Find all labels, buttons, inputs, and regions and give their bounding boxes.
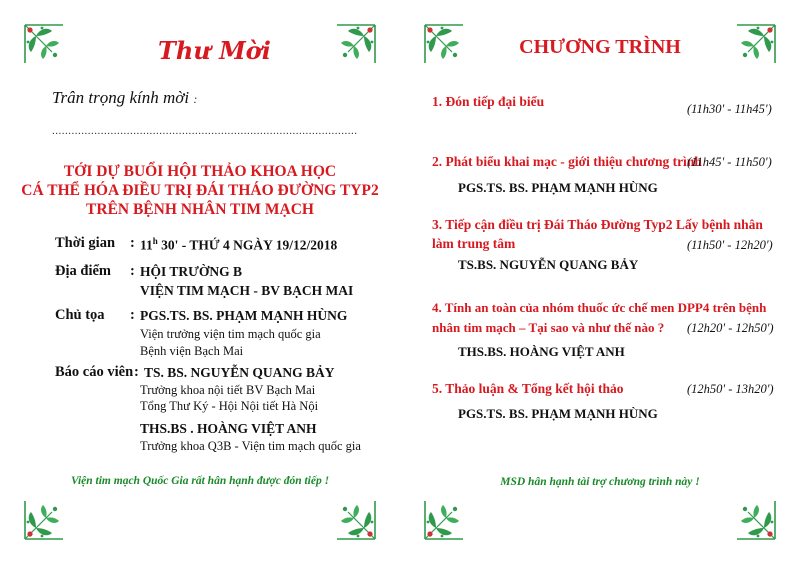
- guest-name-line: ..............................................................................................: [52, 125, 358, 137]
- program-item-speaker: THS.BS. HOÀNG VIỆT ANH: [458, 344, 625, 359]
- corner-ornament-icon: [334, 498, 378, 542]
- corner-ornament-icon: [734, 498, 778, 542]
- sponsor-footer: MSD hân hạnh tài trợ chương trình này !: [500, 476, 700, 488]
- speaker-1-role: Trưởng khoa nội tiết BV Bạch Mai: [140, 383, 316, 397]
- program-item: 3. Tiếp cận điều trị Đái Tháo Đường Typ2 Lấy bệnh nhân: [432, 217, 763, 232]
- program-item: 5. Thảo luận & Tổng kết hội thảo: [432, 381, 624, 396]
- time-label: Thời gian: [55, 235, 116, 251]
- speaker-2-name: THS.BS . HOÀNG VIỆT ANH: [140, 421, 317, 436]
- program-item: 2. Phát biểu khai mạc - giới thiệu chương trình: [432, 154, 702, 169]
- program-item-time: (12h50' - 13h20'): [687, 382, 774, 396]
- chair-role: Bệnh viện Bạch Mai: [140, 344, 244, 358]
- event-title: [0, 162, 400, 219]
- time-value: [140, 236, 337, 254]
- chair-label: Chủ tọa: [55, 307, 105, 323]
- program-item-speaker: PGS.TS. BS. PHẠM MẠNH HÙNG: [458, 406, 658, 421]
- program-item-speaker: TS.BS. NGUYỄN QUANG BẢY: [458, 257, 639, 272]
- program-item-time: (12h20' - 12h50'): [687, 321, 774, 335]
- speaker-1-role: Tổng Thư Ký - Hội Nội tiết Hà Nội: [140, 399, 319, 413]
- corner-ornament-icon: [22, 22, 66, 66]
- program-item: 1. Đón tiếp đại biểu: [432, 94, 545, 109]
- greeting-text: Trân trọng kính mời: [52, 88, 190, 107]
- corner-ornament-icon: [422, 498, 466, 542]
- venue-label: Địa điểm: [55, 263, 111, 279]
- speakers-colon: :: [134, 364, 139, 380]
- speakers-label: Báo cáo viên: [55, 364, 134, 380]
- program-item-continued: nhân tim mạch – Tại sao và như thế nào ?: [432, 320, 665, 335]
- program-item-time: (11h30' - 11h45'): [687, 102, 772, 116]
- event-title-line: TỚI DỰ BUỔI HỘI THẢO KHOA HỌC: [63, 163, 337, 180]
- event-title-line: TRÊN BỆNH NHÂN TIM MẠCH: [86, 201, 314, 218]
- chair-name: PGS.TS. BS. PHẠM MẠNH HÙNG: [140, 308, 348, 323]
- program-item-speaker: PGS.TS. BS. PHẠM MẠNH HÙNG: [458, 180, 658, 195]
- speaker-1-name: TS. BS. NGUYỄN QUANG BẢY: [144, 365, 335, 380]
- program-item: 4. Tính an toàn của nhóm thuốc ức chế men DPP4 trên bệnh: [432, 300, 767, 315]
- corner-ornament-icon: [22, 498, 66, 542]
- invitation-title: Thư Mời: [158, 36, 271, 65]
- chair-colon: :: [130, 307, 135, 323]
- speaker-2-role: Trưởng khoa Q3B - Viện tim mạch quốc gia: [140, 439, 361, 453]
- program-item-continued: làm trung tâm: [432, 236, 516, 251]
- venue-line1: HỘI TRƯỜNG B: [140, 264, 243, 279]
- program-item-time: (11h45' - 11h50'): [687, 155, 772, 169]
- program-title: CHƯƠNG TRÌNH: [519, 36, 681, 58]
- event-title-line: CÁ THỂ HÓA ĐIỀU TRỊ ĐÁI THÁO ĐƯỜNG TYP2: [21, 182, 379, 199]
- greeting-colon: :: [193, 92, 198, 106]
- greeting: [52, 88, 197, 108]
- time-hour-sup: h: [152, 236, 158, 246]
- program-panel: [400, 0, 800, 565]
- program-item-time: (11h50' - 12h20'): [687, 238, 773, 252]
- time-colon: :: [130, 235, 135, 251]
- venue-colon: :: [130, 263, 135, 279]
- time-hour: 11: [140, 237, 153, 253]
- chair-role: Viện trưởng viện tim mạch quốc gia: [140, 327, 321, 341]
- time-rest: 30' - THỨ 4 NGÀY 19/12/2018: [157, 237, 338, 253]
- venue-line2: VIỆN TIM MẠCH - BV BẠCH MAI: [140, 283, 354, 298]
- corner-ornament-icon: [334, 22, 378, 66]
- host-footer: Viện tim mạch Quốc Gia rất hân hạnh được đón tiếp !: [70, 475, 330, 487]
